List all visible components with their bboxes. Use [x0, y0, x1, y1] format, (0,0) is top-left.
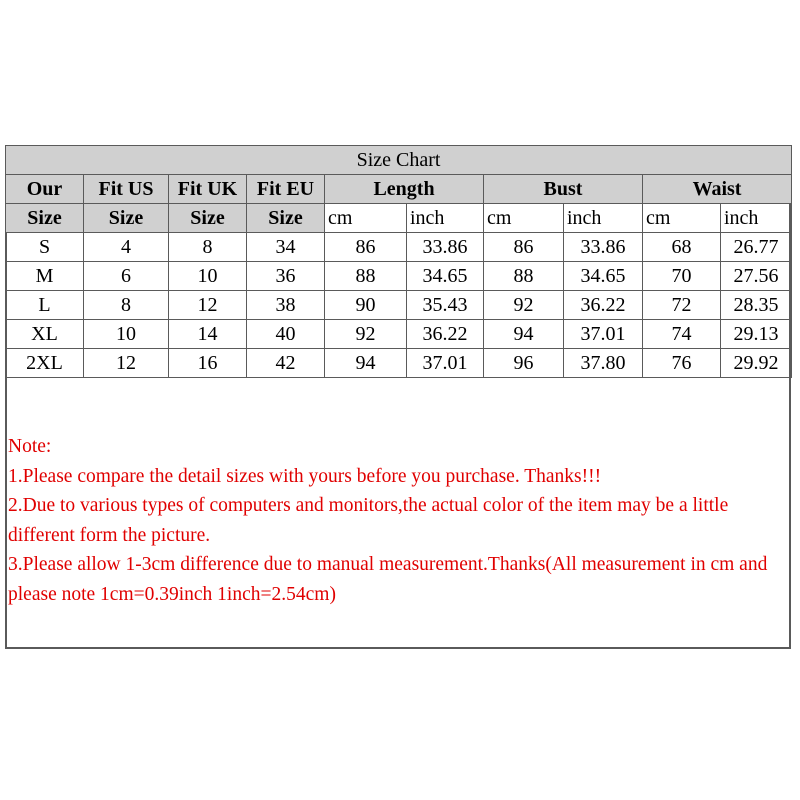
cell-length-inch: 35.43: [407, 291, 484, 320]
cell-fit-uk: 8: [169, 233, 247, 262]
header-fit-uk-top: Fit UK: [169, 175, 247, 204]
table-row: [6, 233, 792, 262]
cell-fit-uk: 12: [169, 291, 247, 320]
notes-section: [8, 432, 788, 609]
header-fit-eu-bottom: Size: [247, 204, 325, 233]
table-row: [6, 320, 792, 349]
cell-fit-us: 12: [84, 349, 169, 378]
header-bust-cm: cm: [484, 204, 564, 233]
header-our-size-bottom: Size: [6, 204, 84, 233]
cell-waist-cm: 68: [643, 233, 721, 262]
size-chart-table: [5, 145, 792, 378]
cell-fit-eu: 40: [247, 320, 325, 349]
table-title: Size Chart: [6, 146, 792, 175]
cell-bust-cm: 88: [484, 262, 564, 291]
cell-fit-eu: 38: [247, 291, 325, 320]
cell-fit-uk: 14: [169, 320, 247, 349]
header-waist: Waist: [643, 175, 792, 204]
cell-waist-cm: 76: [643, 349, 721, 378]
cell-fit-us: 8: [84, 291, 169, 320]
cell-size: S: [6, 233, 84, 262]
cell-fit-us: 4: [84, 233, 169, 262]
cell-bust-inch: 37.01: [564, 320, 643, 349]
cell-waist-cm: 72: [643, 291, 721, 320]
cell-fit-uk: 10: [169, 262, 247, 291]
cell-length-cm: 88: [325, 262, 407, 291]
cell-bust-cm: 86: [484, 233, 564, 262]
header-fit-eu-top: Fit EU: [247, 175, 325, 204]
cell-bust-cm: 92: [484, 291, 564, 320]
cell-length-cm: 86: [325, 233, 407, 262]
table-row: [6, 349, 792, 378]
cell-length-cm: 92: [325, 320, 407, 349]
cell-size: 2XL: [6, 349, 84, 378]
cell-length-inch: 36.22: [407, 320, 484, 349]
cell-bust-cm: 94: [484, 320, 564, 349]
cell-size: L: [6, 291, 84, 320]
cell-fit-eu: 42: [247, 349, 325, 378]
cell-waist-inch: 29.92: [721, 349, 792, 378]
cell-waist-inch: 27.56: [721, 262, 792, 291]
cell-fit-eu: 34: [247, 233, 325, 262]
cell-size: XL: [6, 320, 84, 349]
cell-length-cm: 90: [325, 291, 407, 320]
notes-heading: Note:: [8, 436, 52, 457]
note-item-2: 2.Due to various types of computers and monitors,the actual color of the item may be a little different form the picture.: [8, 495, 729, 546]
note-item-1: 1.Please compare the detail sizes with yours before you purchase. Thanks!!!: [8, 465, 602, 487]
cell-bust-cm: 96: [484, 349, 564, 378]
cell-fit-us: 6: [84, 262, 169, 291]
cell-waist-cm: 74: [643, 320, 721, 349]
cell-bust-inch: 36.22: [564, 291, 643, 320]
cell-bust-inch: 34.65: [564, 262, 643, 291]
header-fit-us-bottom: Size: [84, 204, 169, 233]
table-body: [6, 233, 792, 378]
header-bust-inch: inch: [564, 204, 643, 233]
cell-length-inch: 34.65: [407, 262, 484, 291]
cell-waist-inch: 28.35: [721, 291, 792, 320]
table-row: [6, 291, 792, 320]
header-fit-uk-bottom: Size: [169, 204, 247, 233]
cell-fit-eu: 36: [247, 262, 325, 291]
cell-bust-inch: 33.86: [564, 233, 643, 262]
note-item-3: 3.Please allow 1-3cm difference due to manual measurement.Thanks(All measurement in cm and please note 1cm=0.39inch 1inch=2.54cm): [8, 554, 768, 605]
header-length-inch: inch: [407, 204, 484, 233]
cell-length-inch: 37.01: [407, 349, 484, 378]
header-length-cm: cm: [325, 204, 407, 233]
header-waist-cm: cm: [643, 204, 721, 233]
header-waist-inch: inch: [721, 204, 792, 233]
cell-bust-inch: 37.80: [564, 349, 643, 378]
cell-waist-inch: 29.13: [721, 320, 792, 349]
header-our-size-top: Our: [6, 175, 84, 204]
cell-waist-inch: 26.77: [721, 233, 792, 262]
cell-size: M: [6, 262, 84, 291]
cell-fit-uk: 16: [169, 349, 247, 378]
cell-length-inch: 33.86: [407, 233, 484, 262]
header-length: Length: [325, 175, 484, 204]
cell-fit-us: 10: [84, 320, 169, 349]
table-row: [6, 262, 792, 291]
cell-length-cm: 94: [325, 349, 407, 378]
cell-waist-cm: 70: [643, 262, 721, 291]
header-fit-us-top: Fit US: [84, 175, 169, 204]
header-bust: Bust: [484, 175, 643, 204]
